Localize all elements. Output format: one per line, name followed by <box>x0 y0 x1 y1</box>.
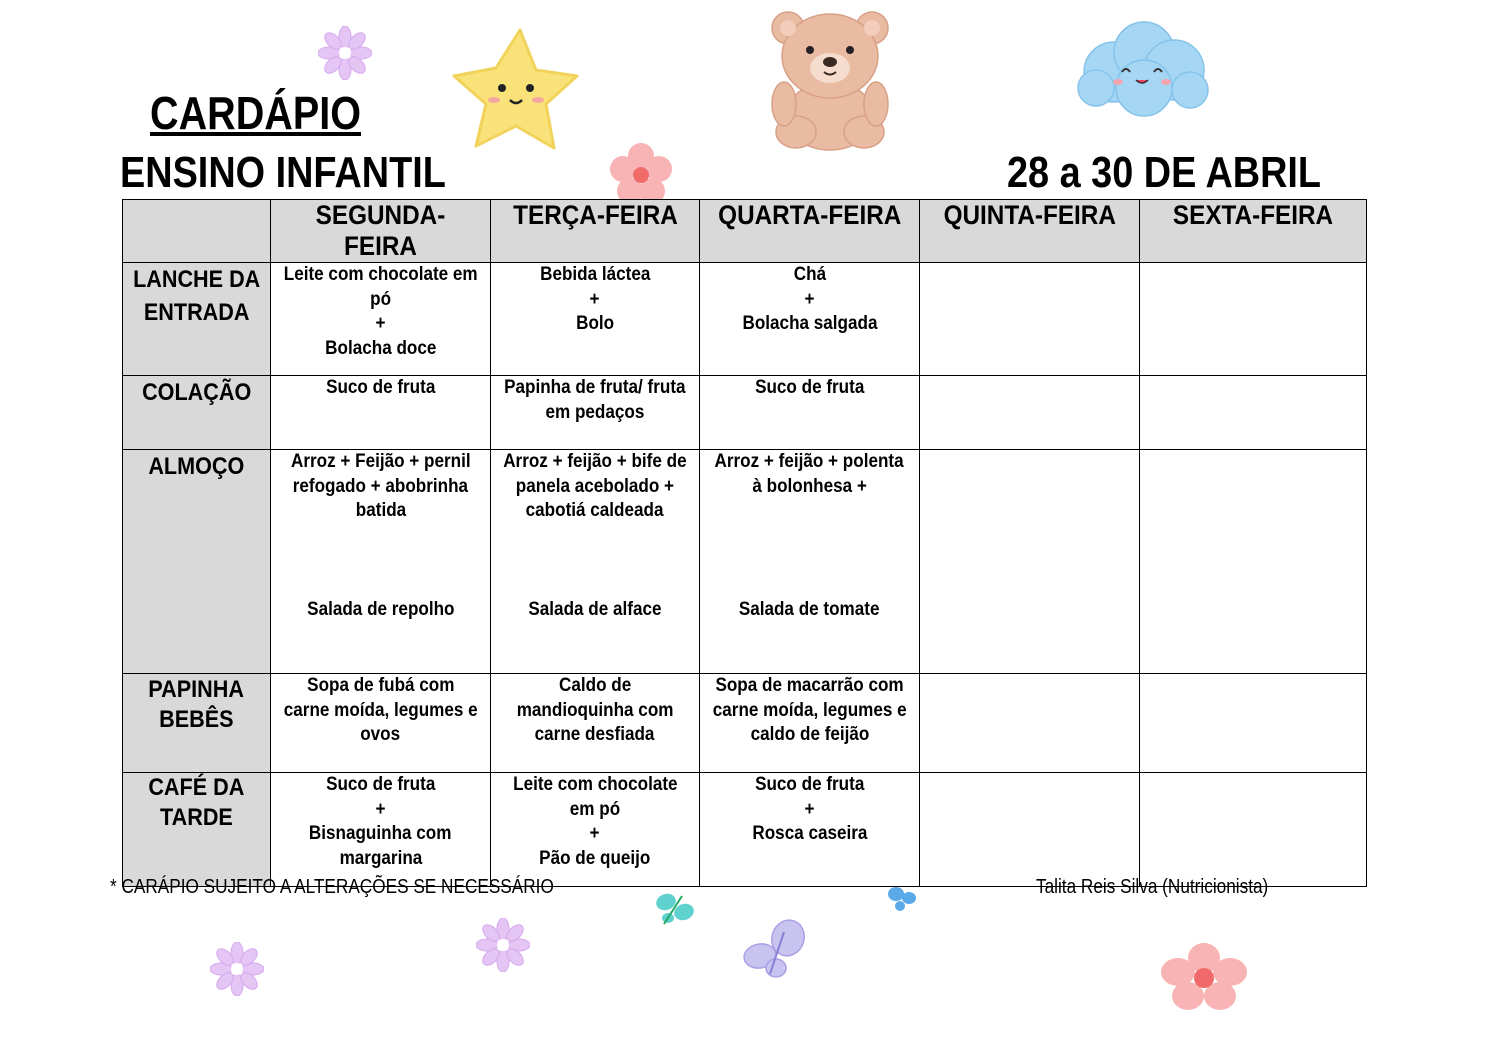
cell-cafe-quinta <box>920 773 1140 887</box>
cell-lanche-sexta <box>1140 263 1367 376</box>
corner-cell <box>123 200 271 263</box>
cell-colacao-quinta <box>920 376 1140 450</box>
day-header-quinta: QUINTA-FEIRA <box>920 200 1140 263</box>
table-header-row <box>123 200 1367 263</box>
cell-almoco-quinta <box>920 450 1140 674</box>
cell-lanche-terca: Bebida láctea + Bolo <box>491 263 700 376</box>
table-row <box>123 674 1367 773</box>
cell-colacao-quarta: Suco de fruta <box>700 376 920 450</box>
cell-cafe-sexta <box>1140 773 1367 887</box>
teddy-bear-icon <box>760 4 900 152</box>
cell-colacao-terca: Papinha de fruta/ fruta em pedaços <box>491 376 700 450</box>
footer-author: Talita Reis Silva (Nutricionista) <box>1036 876 1269 898</box>
cell-papinha-quarta: Sopa de macarrão com carne moída, legumes e caldo de feijão <box>700 674 920 773</box>
cell-lanche-segunda: Leite com chocolate em pó + Bolacha doce <box>271 263 491 376</box>
cell-papinha-segunda: Sopa de fubá com carne moída, legumes e ovos <box>271 674 491 773</box>
cell-papinha-terca: Caldo de mandioquinha com carne desfiada <box>491 674 700 773</box>
menu-table <box>122 199 1367 887</box>
salad-item: Salada de repolho <box>306 598 455 620</box>
pink-flower-icon <box>1160 942 1248 1012</box>
cell-colacao-sexta <box>1140 376 1367 450</box>
meal-label-colacao: COLAÇÃO <box>123 376 271 450</box>
date-range: 28 a 30 DE ABRIL <box>1007 148 1322 197</box>
cell-almoco-segunda: Arroz + Feijão + pernil refogado + abobrinha batida Salada de repolho <box>271 450 491 674</box>
cell-papinha-quinta <box>920 674 1140 773</box>
day-header-sexta: SEXTA-FEIRA <box>1140 200 1367 263</box>
cell-cafe-quarta: Suco de fruta + Rosca caseira <box>700 773 920 887</box>
cell-almoco-sexta <box>1140 450 1367 674</box>
lilac-flower-icon <box>318 26 372 80</box>
table-row <box>123 450 1367 674</box>
page-subtitle: ENSINO INFANTIL <box>120 148 446 197</box>
footer-note: * CARÁPIO SUJEITO A ALTERAÇÕES SE NECESSÁRIO <box>110 876 554 898</box>
table-row <box>123 263 1367 376</box>
meal-label-cafe: CAFÉ DA TARDE <box>123 773 271 887</box>
cell-almoco-quarta: Arroz + feijão + polenta à bolonhesa + Salada de tomate <box>700 450 920 674</box>
table-row <box>123 773 1367 887</box>
salad-item: Salada de alface <box>528 598 662 620</box>
meal-label-lanche: LANCHE DA ENTRADA <box>123 263 271 376</box>
meal-label-almoco: ALMOÇO <box>123 450 271 674</box>
day-header-segunda: SEGUNDA-FEIRA <box>271 200 491 263</box>
table-row <box>123 376 1367 450</box>
star-icon <box>450 26 580 154</box>
lilac-flower-icon <box>210 942 264 996</box>
lilac-flower-icon <box>476 918 530 972</box>
meal-label-papinha: PAPINHA BEBÊS <box>123 674 271 773</box>
butterfly-icon <box>886 884 918 916</box>
day-header-quarta: QUARTA-FEIRA <box>700 200 920 263</box>
butterfly-icon <box>654 890 696 930</box>
cell-papinha-sexta <box>1140 674 1367 773</box>
cell-cafe-segunda: Suco de fruta + Bisnaguinha com margarina <box>271 773 491 887</box>
cell-colacao-segunda: Suco de fruta <box>271 376 491 450</box>
cell-lanche-quinta <box>920 263 1140 376</box>
purple-butterfly-icon <box>740 918 810 980</box>
cell-almoco-terca: Arroz + feijão + bife de panela acebolado + cabotiá caldeada Salada de alface <box>491 450 700 674</box>
cloud-icon <box>1074 16 1214 120</box>
salad-item: Salada de tomate <box>739 598 880 620</box>
page-title: CARDÁPIO <box>150 87 361 139</box>
cell-cafe-terca: Leite com chocolate em pó + Pão de queijo <box>491 773 700 887</box>
day-header-terca: TERÇA-FEIRA <box>491 200 700 263</box>
cell-lanche-quarta: Chá + Bolacha salgada <box>700 263 920 376</box>
